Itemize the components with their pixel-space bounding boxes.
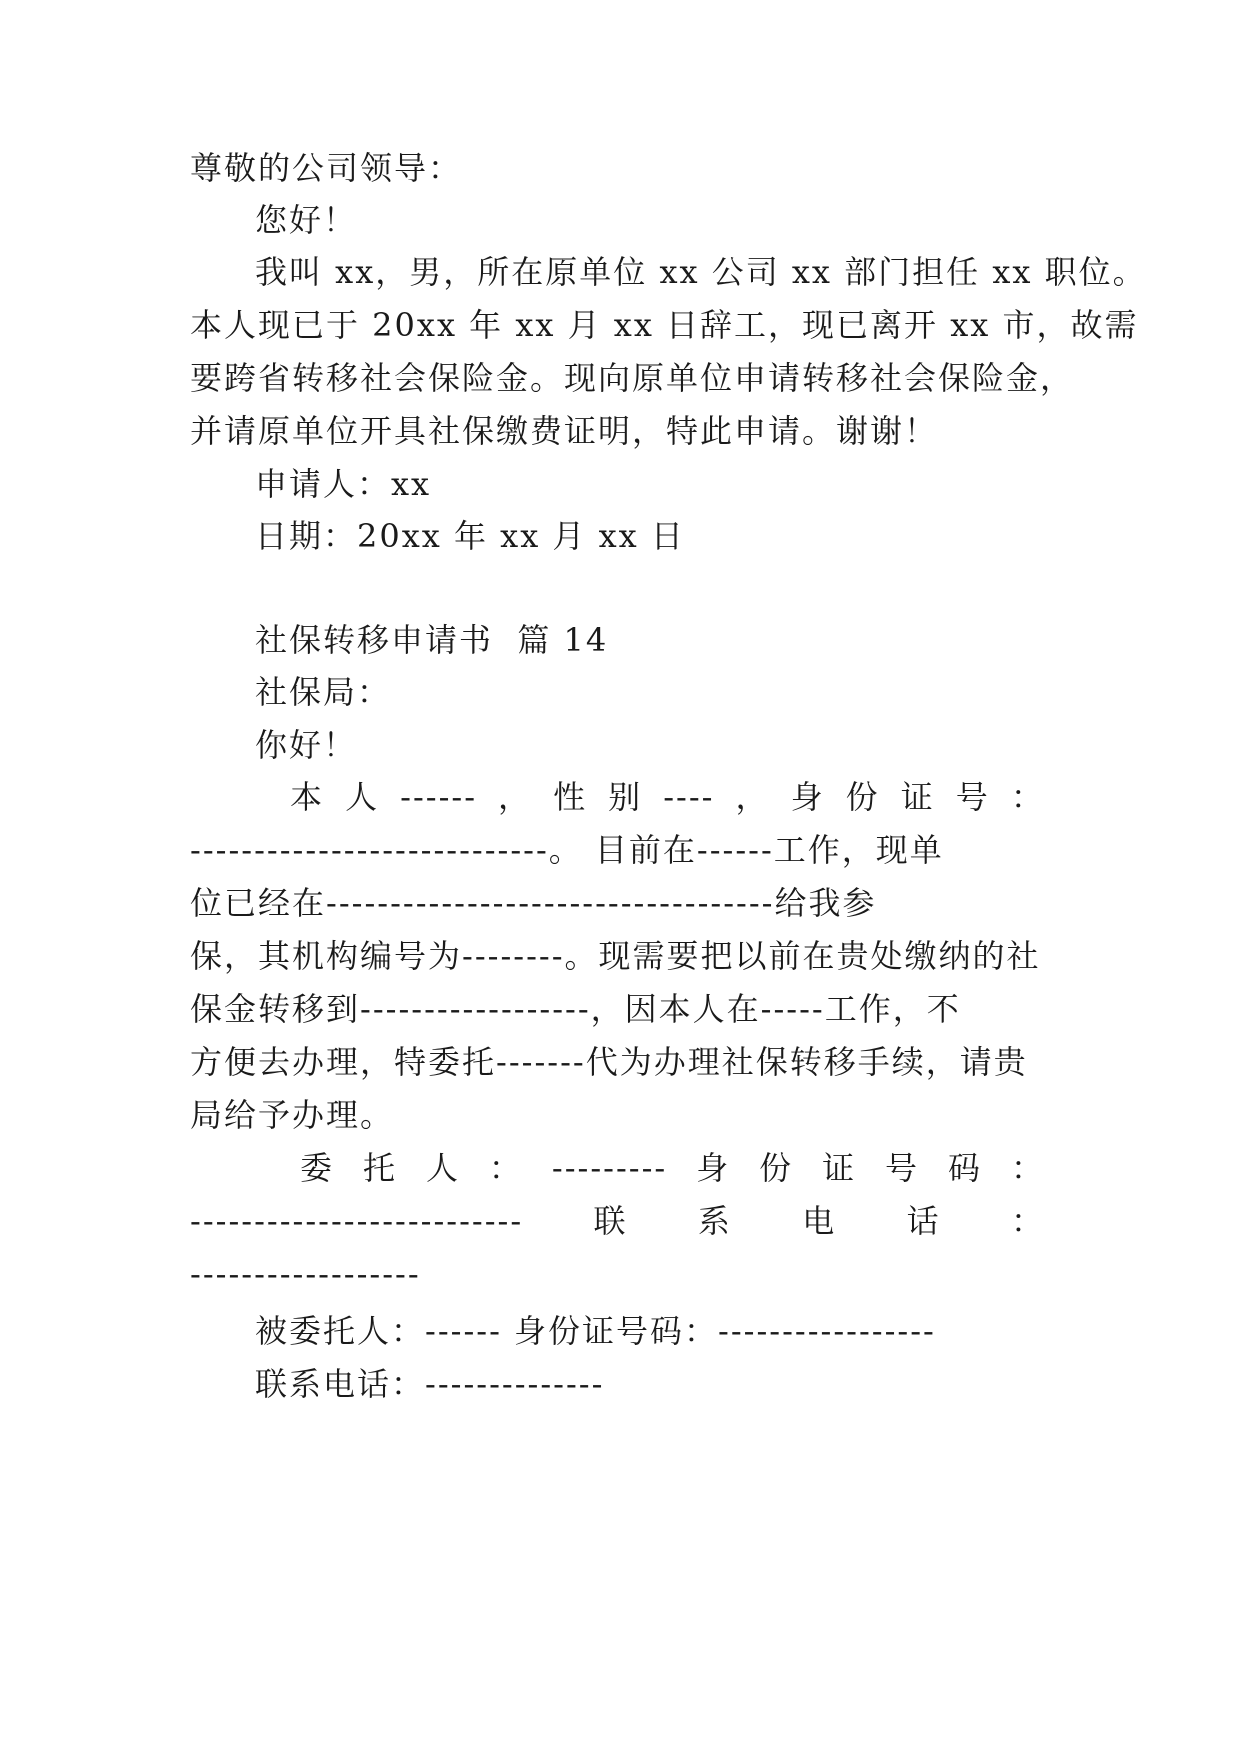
blank-field: -------------------------- <box>190 1202 524 1240</box>
blank-field: ---- <box>663 778 715 816</box>
text-segment: ： <box>1010 1149 1045 1187</box>
text-segment: 人 <box>425 1149 460 1187</box>
text-segment: ， <box>735 778 770 816</box>
text-segment: 证 <box>822 1149 857 1187</box>
body2-line-2: 位已经在-----------------------------------给我参 <box>190 884 877 922</box>
text-segment: 本 <box>290 778 325 816</box>
section-title: 社保转移申请书 篇 14 <box>255 621 609 659</box>
text-segment: ： <box>1010 778 1045 816</box>
salutation: 尊敬的公司领导： <box>190 149 463 187</box>
body2-line-3: 保，其机构编号为--------。现需要把以前在贵处缴纳的社 <box>190 937 1041 975</box>
text-segment: 身 <box>696 1149 731 1187</box>
body2-line-5: 方便去办理，特委托-------代为办理社保转移手续，请贵 <box>190 1043 1028 1081</box>
body2-line-4: 保金转移到------------------，因本人在-----工作，不 <box>190 990 961 1028</box>
text-segment: 身 <box>790 778 825 816</box>
text-segment: 联 <box>593 1202 628 1240</box>
greeting-2: 你好！ <box>255 726 358 764</box>
text-segment: 委 <box>300 1149 335 1187</box>
text-segment: 证 <box>900 778 935 816</box>
text-segment: 份 <box>845 778 880 816</box>
text-segment: 托 <box>362 1149 397 1187</box>
blank-field: ------ <box>400 778 477 816</box>
greeting: 您好！ <box>255 201 358 239</box>
client-phone-blank: ------------------ <box>190 1255 421 1293</box>
text-segment: 性 <box>553 778 588 816</box>
text-segment: 号 <box>955 778 990 816</box>
client-line <box>300 1148 1045 1188</box>
trustee-line: 被委托人：------ 身份证号码：----------------- <box>255 1312 936 1350</box>
body2-line-1: ----------------------------。 目前在------工作，现单 <box>190 831 944 869</box>
client-phone-line <box>190 1201 1045 1241</box>
text-segment: 码 <box>948 1149 983 1187</box>
body2-line-6: 局给予办理。 <box>190 1096 395 1134</box>
applicant-info-line <box>290 777 1045 817</box>
text-segment: 电 <box>802 1202 837 1240</box>
text-segment: 份 <box>759 1149 794 1187</box>
applicant: 申请人：xx <box>255 465 432 503</box>
text-segment: 系 <box>697 1202 732 1240</box>
text-segment: 别 <box>608 778 643 816</box>
body-line-1: 我叫 xx，男，所在原单位 xx 公司 xx 部门担任 xx 职位。 <box>255 253 1147 291</box>
text-segment: ： <box>488 1149 523 1187</box>
text-segment: 号 <box>885 1149 920 1187</box>
date: 日期：20xx 年 xx 月 xx 日 <box>255 517 685 555</box>
text-segment: 话 <box>906 1202 941 1240</box>
addressee: 社保局： <box>255 673 392 711</box>
body-line-2: 本人现已于 20xx 年 xx 月 xx 日辞工，现已离开 xx 市，故需 <box>190 306 1139 344</box>
blank-field: --------- <box>551 1149 668 1187</box>
trustee-phone-line: 联系电话：-------------- <box>255 1365 605 1403</box>
text-segment: ： <box>1010 1202 1045 1240</box>
text-segment: 人 <box>345 778 380 816</box>
text-segment: ， <box>498 778 533 816</box>
body-line-4: 并请原单位开具社保缴费证明，特此申请。谢谢！ <box>190 412 939 450</box>
body-line-3: 要跨省转移社会保险金。现向原单位申请转移社会保险金， <box>190 359 1075 397</box>
